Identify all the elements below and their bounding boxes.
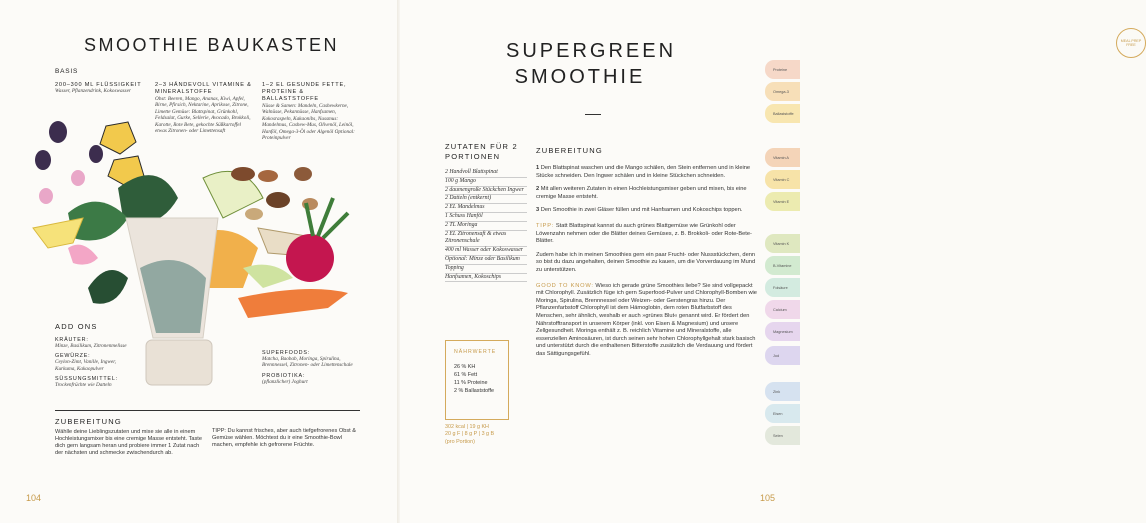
- ingredient-item: Hanfsamen, Kokoschips: [445, 274, 527, 283]
- ingredients-section: [445, 142, 527, 282]
- basis-heading: BASIS: [55, 68, 79, 75]
- title-line2: SMOOTHIE: [514, 66, 646, 88]
- macros-line: 20 g F | 8 g P | 3 g B: [445, 431, 495, 438]
- nut-icon: [266, 192, 290, 208]
- herb-leaf-icon: [88, 270, 128, 304]
- left-zubereitung-text: Wählle deine Lieblingszutaten und mixe sie alle in einem Hochleistungsmixer bis eine cremige Masse entsteht. Taste dich gern langsam heran und probiere immer 1 Zutat nach der nächsten und schmecke zwischendurch ab.: [55, 429, 202, 456]
- superfoods-title: SUPERFOODS:: [262, 350, 311, 356]
- spices-text: Ceylon-Zimt, Vanille, Ingwer, Kurkuma, Kakaopulver: [55, 359, 116, 372]
- ingredient-item: 2 EL Mandelmus: [445, 204, 527, 213]
- basis-col1-title: 200–300 ML FLÜSSIGKEIT: [55, 82, 142, 88]
- ingredient-item: 100 g Mango: [445, 178, 527, 187]
- right-zubereitung: [536, 146, 758, 358]
- probiotics-title: PROBIOTIKA:: [262, 372, 306, 379]
- kcal-info: [445, 424, 494, 446]
- left-tip-text: TIPP: Du kannst frisches, aber auch tiefgefrorenes Obst & Gemüse wählen. Möchtest du ir eine Smoothie-Bowl machen, empfehle ich gefrorene Früchte.: [212, 428, 356, 448]
- basis-col1-text: Wasser, Pflanzendrink, Kokoswasser: [55, 88, 131, 94]
- blackberry-icon: [35, 150, 51, 170]
- tipp-label: TIPP:: [536, 222, 555, 229]
- gtk-text: Wieso ich gerade grüne Smoothies liebe? Sie sind vollgepackt mit Chlorophyll. Zusätzlich füge ich gern Superfood-Pulver und Chlorophyll-Bomben wie Moringa, Spirulina, Brennnessel oder Weizen- oder Gerstengras hinzu. Der Pflanzenfarbstoff Chlorophyll ist dem Hämoglobin, dem roten Blutfarbstoff des Menschen, sehr ähnlich, weshalb er auch »grünes Blut« genannt wird. Er fördert den Nährstofftransport in unserem Körper (inkl. von Eisen & Magnesium) und unsere Zellgesundheit. Moringa enthält z. B. reichlich Vitamine und Mineralstoffe, alle essenziellen Aminosäuren, ist durch seinen sehr hohen Chlorophyllgehalt stark basisch und unterstützt durch die enthaltenen Bitterstoffe zusätzlich die Verdauung und fördert das Sättigungsgefühl.: [536, 282, 757, 357]
- ingredient-item: 2 Handvoll Blattspinat: [445, 169, 527, 178]
- nutrition-item: 26 % KH: [454, 364, 476, 370]
- right-zubereitung-heading: ZUBEREITUNG: [536, 146, 603, 155]
- page-title-right: [506, 38, 677, 90]
- raspberry-icon: [71, 170, 85, 186]
- nutrition-item: 2 % Ballaststoffe: [454, 388, 495, 394]
- meal-prep-badge: MEAL PREP FREE: [1116, 28, 1146, 58]
- raspberry-icon: [39, 188, 53, 204]
- gtk-paragraph: [536, 283, 758, 359]
- ingredient-item: 1 Schuss Hanföl: [445, 213, 527, 222]
- ingredients-heading: ZUTATEN FÜR 2 PORTIONEN: [445, 142, 518, 161]
- herbs-text: Minze, Basilikum, Zitronenmelisse: [55, 343, 127, 349]
- page-number-left: 104: [26, 493, 42, 503]
- nutrition-list: [454, 363, 508, 395]
- sweeteners-text: Trockenfrüchte wie Datteln: [55, 382, 112, 389]
- nut-icon: [231, 167, 255, 181]
- per-portion-line: (pro Portion): [445, 438, 475, 445]
- cucumber-icon: [243, 265, 293, 288]
- ingredients-list: [445, 169, 527, 282]
- index-tab[interactable]: Vitamin A: [765, 148, 800, 167]
- index-tab[interactable]: Omega-3: [765, 82, 800, 101]
- blackberry-icon: [89, 145, 103, 163]
- index-tab[interactable]: Vitamin E: [765, 192, 800, 211]
- probiotics-text: (pflanzlicher) Joghurt: [262, 378, 308, 385]
- title-divider: [585, 114, 601, 115]
- nut-icon: [258, 170, 278, 182]
- index-tab[interactable]: Proteine: [765, 60, 800, 79]
- ingredient-item: 2 daumengroße Stückchen Ingwer: [445, 187, 527, 196]
- page-title-left: SMOOTHIE BAUKASTEN: [84, 35, 340, 55]
- basis-section: [55, 68, 78, 75]
- left-page: [0, 0, 398, 523]
- step-number: 1: [536, 165, 541, 171]
- sweeteners-title: SÜSSUNGSMITTEL:: [55, 376, 118, 383]
- left-zubereitung: [55, 417, 205, 457]
- title-line1: SUPERGREEN: [506, 40, 677, 62]
- tipp-paragraph: [536, 223, 758, 246]
- nut-icon: [294, 167, 312, 181]
- ingredient-item: 2 Datteln (entkernt): [445, 195, 527, 204]
- spinach-leaf-icon: [118, 175, 178, 222]
- step-text: Den Blattspinat waschen und die Mango schälen, den Stein entfernen und in kleine Stücke schneiden. Den Ingwer schälen und in kleine Stückchen schneiden.: [536, 165, 751, 179]
- beet-icon: [286, 234, 334, 282]
- basis-col3-title: 1–2 EL GESUNDE FETTE, PROTEINE & BALLASTSTOFFE: [262, 82, 347, 102]
- superfoods-text: Matcha, Baobab, Moringa, Spirulina, Brennnessel, Zitronen- oder Limettenschale: [262, 356, 353, 369]
- zubereitung-rule: [55, 410, 360, 411]
- index-tab[interactable]: Calcium: [765, 300, 800, 319]
- step-text: Den Smoothie in zwei Gläser füllen und mit Hanfsamen und Kokoschips toppen.: [540, 207, 743, 214]
- index-tab[interactable]: Zink: [765, 382, 800, 401]
- ingredient-item: Optional: Minze oder Basilikum: [445, 256, 527, 265]
- index-tabs: [765, 0, 800, 523]
- zudem-paragraph: Zudem habe ich in meinen Smoothies gern ein paar Frucht- oder Nussstückchen, denn so bist du dazu angehalten, deinen Smoothie zu kauen, um die Vorverdauung im Mund zu unterstützen.: [536, 251, 756, 273]
- nutrition-box: [445, 340, 509, 420]
- nutrition-item: 61 % Fett: [454, 372, 478, 378]
- basis-col2-text: Obst: Beeren, Mango, Ananas, Kiwi, Apfel, Birne, Pfirsich, Nektarine, Aprikose, Zitrone, Limette Gemüse: Blattspinat, Grünkohl, Feldsalat, Gurke, Sellerie, Avocado, Brokkoli, Karotte, Rote Bete, gekochte Süßkartoffel etwas Zitronen- oder Limettensaft: [155, 96, 251, 135]
- index-tab[interactable]: B-Vitamine: [765, 256, 800, 275]
- superfoods-section: [262, 350, 357, 385]
- step-text: Mit allen weiteren Zutaten in einen Hochleistungsmixer geben und mixen, bis eine cremige Masse entsteht.: [536, 186, 747, 200]
- nutrition-item: 11 % Proteine: [454, 380, 488, 386]
- spices-title: GEWÜRZE:: [55, 353, 91, 360]
- herbs-title: KRÄUTER:: [55, 337, 89, 343]
- left-zubereitung-heading: ZUBEREITUNG: [55, 417, 122, 426]
- index-tab[interactable]: Folsäure: [765, 278, 800, 297]
- lemon-icon: [33, 218, 83, 248]
- pineapple-icon: [100, 122, 136, 154]
- index-tab[interactable]: Jod: [765, 346, 800, 365]
- blackberry-icon: [49, 121, 67, 143]
- step-item: [536, 186, 758, 201]
- step-item: [536, 165, 758, 180]
- nutrition-heading: NÄHRWERTE: [454, 349, 497, 355]
- steps-list: [536, 165, 758, 215]
- step-number: 2: [536, 186, 541, 193]
- index-tab[interactable]: Vitamin C: [765, 170, 800, 189]
- gtk-label: GOOD TO KNOW:: [536, 282, 594, 289]
- basis-col3-text: Nüsse & Samen: Mandeln, Cashewkerne, Walnüsse, Pekannüsse, Hanfsamen, Kokosraspeln, Kakaonibs, Nussmus: Mandelmus, Cashew-Mus, Olivenöl, Leinöl, Hanföl, Omega-3-Öl oder Algenöl Optional: Proteinpulver: [262, 103, 355, 142]
- ingredient-item: Topping: [445, 265, 527, 274]
- addons-section: [55, 322, 175, 389]
- ingredient-item: 400 ml Wasser oder Kokoswasser: [445, 247, 527, 256]
- tipp-text: Statt Blattspinat kannst du auch grünes Blattgemüse wie Grünkohl oder Löwenzahn nehmen oder die Blätter deines Gemüses, z. B. Brokkoli- oder Rote-Bete-Blätter.: [536, 222, 752, 245]
- ingredient-item: 2 EL Zitronensaft & etwas Zitronenschale: [445, 231, 527, 248]
- step-number: 3: [536, 207, 541, 214]
- kcal-line: 302 kcal | 19 g KH: [445, 424, 489, 430]
- addons-heading: ADD ONS: [55, 322, 98, 331]
- basis-col-fluid: [55, 82, 145, 94]
- index-tab[interactable]: Vitamin K: [765, 234, 800, 253]
- nut-icon: [245, 208, 263, 220]
- step-item: [536, 207, 758, 215]
- index-tab[interactable]: Selen: [765, 426, 800, 445]
- page-number-right: 105: [760, 493, 776, 503]
- raspberry-icon: [68, 245, 98, 265]
- index-tab[interactable]: Ballaststoffe: [765, 104, 800, 123]
- index-tab[interactable]: Magnesium: [765, 322, 800, 341]
- index-tab[interactable]: Eisen: [765, 404, 800, 423]
- ingredient-item: 2 TL Moringa: [445, 222, 527, 231]
- basis-col2-title: 2–3 HÄNDEVOLL VITAMINE & MINERALSTOFFE: [155, 82, 252, 95]
- carrot-icon: [238, 289, 348, 318]
